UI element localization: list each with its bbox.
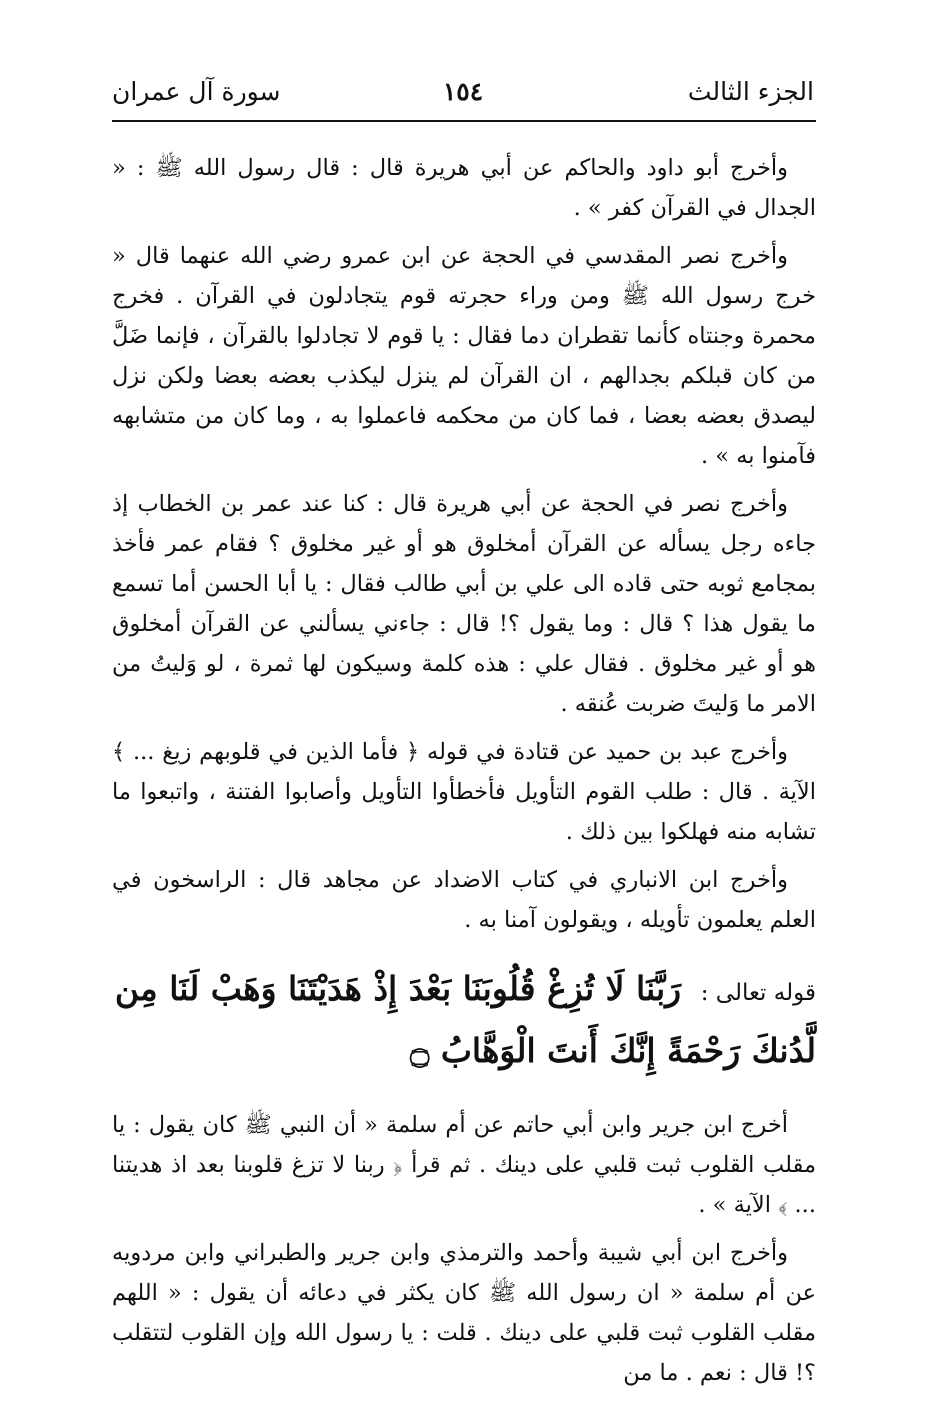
verse-intro: قوله تعالى :: [700, 980, 816, 1006]
paragraph: وأخرج أبو داود والحاكم عن أبي هريرة قال : قال رسول الله ﷺ : « الجدال في القرآن كفر » .: [112, 155, 816, 221]
paragraph: وأخرج نصر في الحجة عن أبي هريرة قال : كنا عند عمر بن الخطاب إذ جاءه رجل يسأله عن القرآن أمخلوق هو أو غير مخلوق ؟ فقام عمر فأخذ بمجامع ثوبه حتى قاده الى علي بن أبي طالب فقال : يا أبا الحسن أما تسمع ما يقول هذا ؟ قال : وما يقول ؟! قال : جاءني يسألني عن القرآن أمخلوق هو أو غير مخلوق . فقال علي : هذه كلمة وسيكون لها ثمرة ، لو وَليتُ من الامر ما وَليتَ ضربت عُنقه .: [112, 491, 816, 717]
surah-label: سورة آل عمران: [112, 77, 281, 106]
verse-text: رَبَّنَا لَا تُزِغْ قُلُوبَنَا بَعْدَ إِذْ هَدَيْتَنَا وَهَبْ لَنَا مِن لَّدُنكَ رَحْمَةً إِنَّكَ أَنتَ الْوَهَّابُ ۝: [114, 969, 816, 1070]
paragraph: وأخرج ابن أبي شيبة وأحمد والترمذي وابن جرير والطبراني وابن مردويه عن أم سلمة « ان رسول الله ﷺ كان يكثر في دعائه أن يقول : « اللهم مقلب القلوب ثبت قلبي على دينك . قلت : يا رسول الله وإن القلوب لتتقلب ؟! قال : نعم . ما من: [112, 1240, 816, 1386]
paragraph: وأخرج ابن الانباري في كتاب الاضداد عن مجاهد قال : الراسخون في العلم يعلمون تأويله ، ويقولون آمنا به .: [112, 867, 816, 933]
paragraph: وأخرج نصر المقدسي في الحجة عن ابن عمرو رضي الله عنهما قال « خرج رسول الله ﷺ ومن وراء حجرته قوم يتجادلون في القرآن . فخرج محمرة وجنتاه كأنما تقطران دما فقال : يا قوم لا تجادلوا بالقرآن ، فإنما ضَلَّ من كان قبلكم بجدالهم ، ان القرآن لم ينزل ليكذب بعضه بعضا ولكن نزل ليصدق بعضه بعضا ، فما كان من محكمه فاعملوا به ، وما كان من متشابهه فآمنوا به » .: [112, 243, 816, 469]
page-body: [112, 148, 816, 1401]
paragraph: أخرج ابن جرير وابن أبي حاتم عن أم سلمة « أن النبي ﷺ كان يقول : يا مقلب القلوب ثبت قلبي على دينك . ثم قرأ ﴿ ربنا لا تزغ قلوبنا بعد اذ هديتنا ... ﴾ الآية » .: [112, 1112, 816, 1218]
page-number: ١٥٤: [442, 77, 484, 106]
paragraph: وأخرج عبد بن حميد عن قتادة في قوله ﴿ فأما الذين في قلوبهم زيغ ... ﴾ الآية . قال : طلب القوم التأويل فأخطأوا التأويل وأصابوا الفتنة ، واتبعوا ما تشابه منه فهلكوا بين ذلك .: [112, 739, 816, 845]
juz-label: الجزء الثالث: [687, 77, 814, 106]
header-rule: [112, 120, 816, 122]
quran-verse-block: [112, 960, 816, 1083]
page-header: [112, 74, 814, 114]
